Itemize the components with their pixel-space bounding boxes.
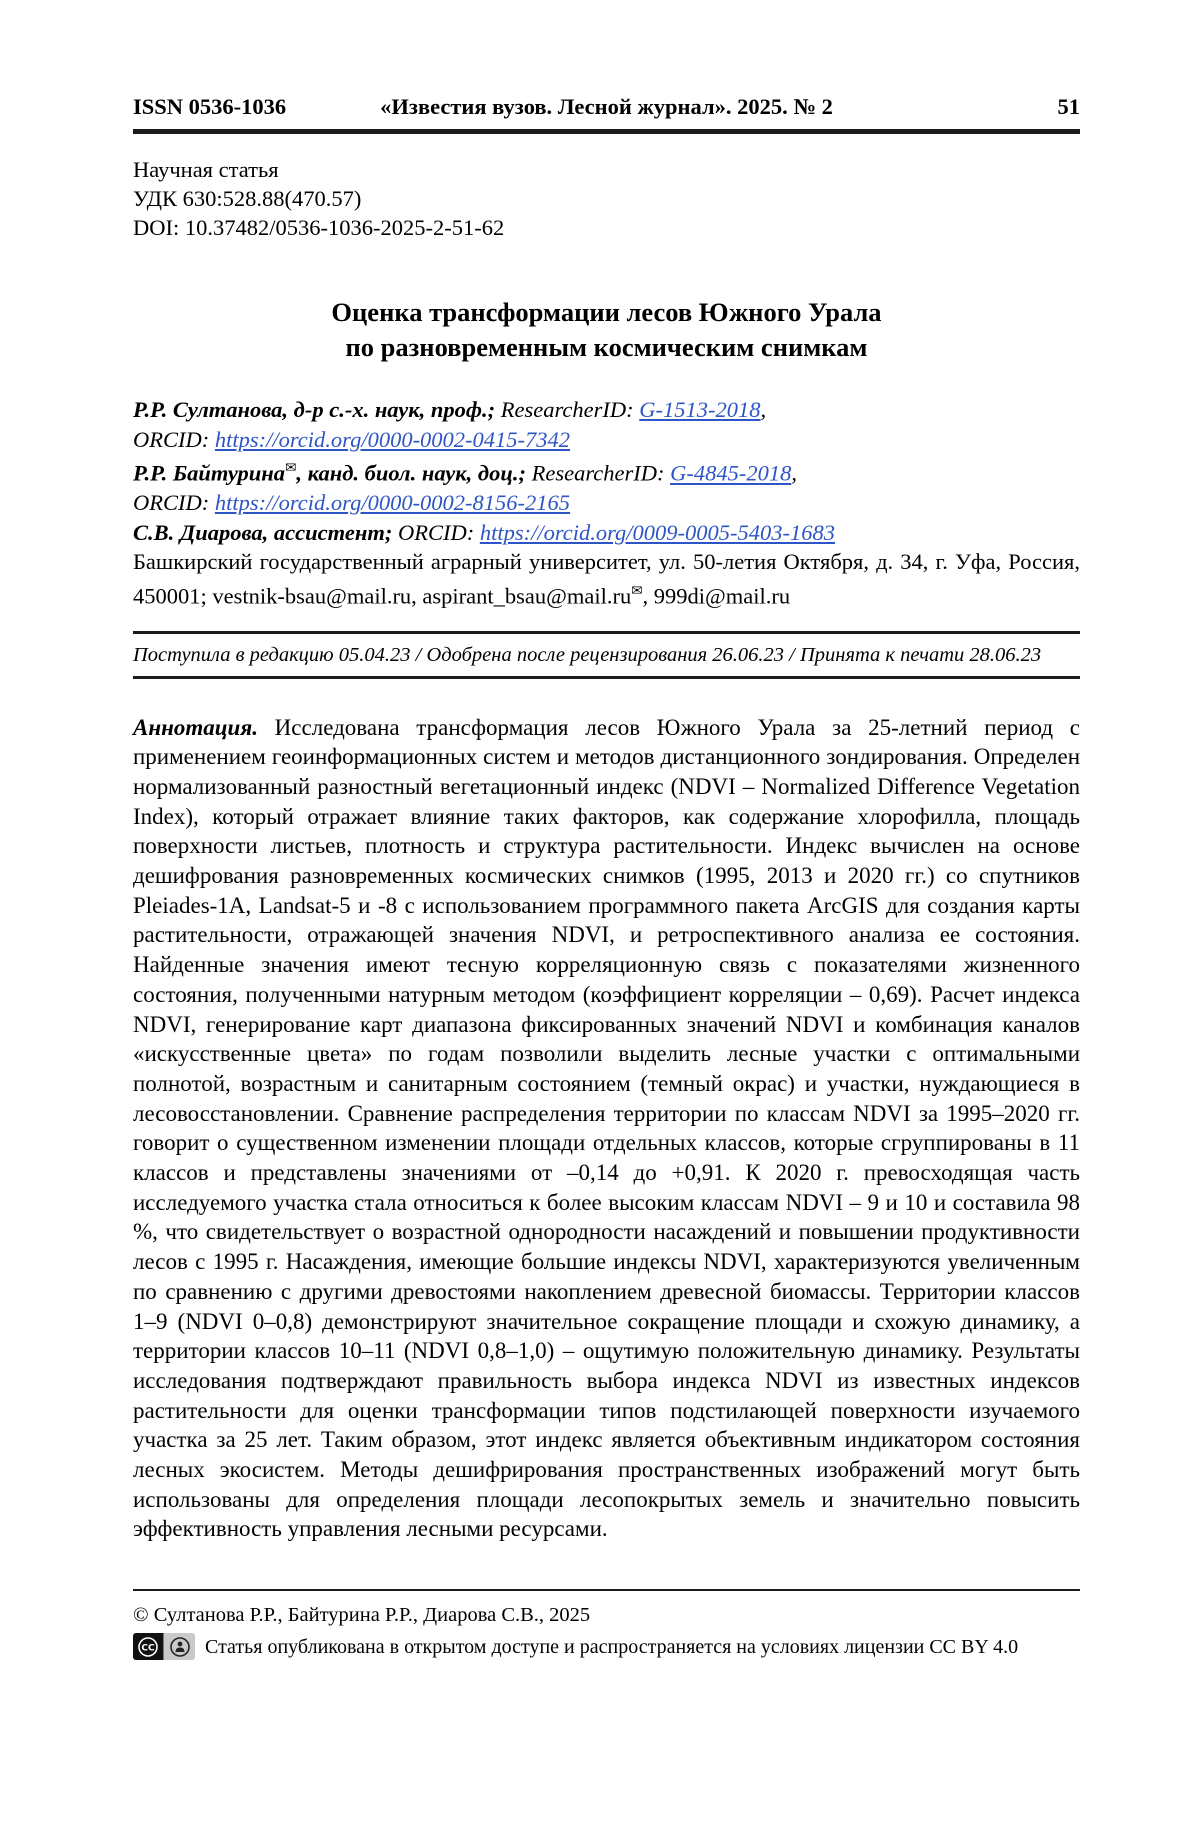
cc-icon xyxy=(133,1633,163,1660)
author-name: Р.Р. Султанова, д-р с.-х. наук, проф.; xyxy=(133,397,496,422)
svg-text:CC: CC xyxy=(141,1643,155,1654)
author-name: С.В. Диарова, ассистент; xyxy=(133,519,393,545)
history-line: Поступила в редакцию 05.04.23 / Одобрена после рецензирования 26.06.23 / Принята к печати 28.06.23 xyxy=(133,643,1042,666)
researcherid-label: ResearcherID: xyxy=(525,460,671,486)
envelope-icon: ✉ xyxy=(285,460,297,476)
journal-header xyxy=(133,93,1080,121)
author-line xyxy=(133,518,1080,548)
affiliation-emails: , 999di@mail.ru xyxy=(642,583,791,608)
article-title xyxy=(133,295,1080,365)
by-person-icon xyxy=(163,1633,195,1660)
researcherid-link[interactable]: G-1513-2018 xyxy=(639,397,761,422)
orcid-label: ORCID: xyxy=(133,426,215,452)
article-title-line2: по разновременным космическим снимкам xyxy=(345,332,868,362)
abstract-label: Аннотация. xyxy=(133,714,258,740)
udc-code: УДК 630:528.88(470.57) xyxy=(133,186,362,211)
abstract-text: Исследована трансформация лесов Южного Урала за 25-летний период с применением геоинформационных систем и методов дистанционного зондирования. Определен нормализованный разностный вегетационный индекс (NDVI – Normalized Difference Vegetation Index), который отражает влияние таких факторов, как содержание хлорофилла, площадь поверхности листьев, плотность и структура растительности. Индекс вычислен на основе дешифрования разновременных космических снимков (1995, 2013 и 2020 гг.) со спутников Pleiades-1A, Landsat-5 и -8 с использованием программного пакета ArcGIS для создания карты растительности, отражающей значения NDVI, и ретроспективного анализа ее состояния. Найденные значения имеют тесную корреляционную связь с показателями жизненного состояния, полученными натурным методом (коэффициент корреляции – 0,69). Расчет индекса NDVI, генерирование карт диапазона фиксированных значений NDVI и комбинация каналов «искусственные цвета» по годам позволили выделить лесные участки с оптимальными полнотой, возрастным и санитарным состоянием (темный окрас) и участки, нуждающиеся в лесовосстановлении. Сравнение распределения территории по классам NDVI за 1995–2020 гг. говорит о существенном изменении площади отдельных классов, которые сгруппированы в 11 классов и представлены значениями от –0,14 до +0,91. К 2020 г. превосходящая часть исследуемого участка стала относиться к более высоким классам NDVI – 9 и 10 и составила 98 %, что свидетельствует о возрастной однородности насаждений и повышении продуктивности лесов с 1995 г. Насаждения, имеющие большие индексы NDVI, характеризуются увеличенным по сравнению с другими древостоями накоплением древесной биомассы. Территории классов 1–9 (NDVI 0–0,8) демонстрируют значительное сокращение площади и схожую динамику, а территории классов 10–11 (NDVI 0,8–1,0) – ощутимую положительную динамику. Результаты исследования подтверждают правильность выбора индекса NDVI из известных индексов растительности для оценки трансформации типов подстилающей поверхности изучаемого участка за 25 лет. Таким образом, этот индекс является объективным индикатором состояния лесных экосистем. Методы дешифрирования пространственных изображений могут быть использованы для определения площади лесопокрытых земель и значительно повысить эффективность управления лесными ресурсами. xyxy=(133,714,1080,1542)
doi: DOI: 10.37482/0536-1036-2025-2-51-62 xyxy=(133,215,505,240)
license-line xyxy=(133,1633,1080,1660)
footer-rule xyxy=(133,1589,1080,1591)
article-type: Научная статья xyxy=(133,157,279,182)
orcid-label: ORCID: xyxy=(392,519,480,545)
envelope-icon: ✉ xyxy=(631,582,643,599)
history-rule-top xyxy=(133,631,1080,634)
license-text: Статья опубликована в открытом доступе и распространяется на условиях лицензии CC BY 4.0 xyxy=(205,1635,1019,1658)
author-name: Р.Р. Байтурина xyxy=(133,460,286,486)
affiliation xyxy=(133,547,1080,611)
orcid-link[interactable]: https://orcid.org/0000-0002-0415-7342 xyxy=(214,426,571,452)
researcherid-label: ResearcherID: xyxy=(495,397,640,422)
orcid-link[interactable]: https://orcid.org/0009-0005-5403-1683 xyxy=(479,519,836,545)
punctuation: , xyxy=(791,460,797,486)
copyright-line: © Султанова Р.Р., Байтурина Р.Р., Диарова С.В., 2025 xyxy=(133,1604,591,1627)
researcherid-link[interactable]: G-4845-2018 xyxy=(670,460,792,486)
abstract xyxy=(133,713,1080,1545)
author-orcid-line xyxy=(133,425,1080,455)
article-meta xyxy=(133,155,1080,242)
authors-block xyxy=(133,395,1080,611)
article-title-line1: Оценка трансформации лесов Южного Урала xyxy=(331,297,882,327)
header-rule xyxy=(133,129,1080,134)
issn: ISSN 0536-1036 xyxy=(133,94,287,119)
punctuation: , xyxy=(760,397,767,422)
orcid-label: ORCID: xyxy=(133,490,215,515)
journal-title: «Известия вузов. Лесной журнал». 2025. № 2 xyxy=(380,94,833,119)
author-line xyxy=(133,454,1080,488)
author-orcid-line xyxy=(133,488,1080,518)
history-rule-bottom xyxy=(133,676,1080,679)
page-number: 51 xyxy=(1057,94,1080,119)
author-degrees: , канд. биол. наук, доц.; xyxy=(296,460,526,486)
author-line xyxy=(133,395,1080,425)
cc-by-badge xyxy=(133,1633,195,1660)
orcid-link[interactable]: https://orcid.org/0000-0002-8156-2165 xyxy=(214,490,571,515)
affiliation-text: Башкирский государственный аграрный университет, ул. 50-летия Октября, д. 34, г. Уфа, Россия, 450001; vestnik-bsau@mail.ru, aspirant_bsau@mail.ru xyxy=(133,549,1080,608)
